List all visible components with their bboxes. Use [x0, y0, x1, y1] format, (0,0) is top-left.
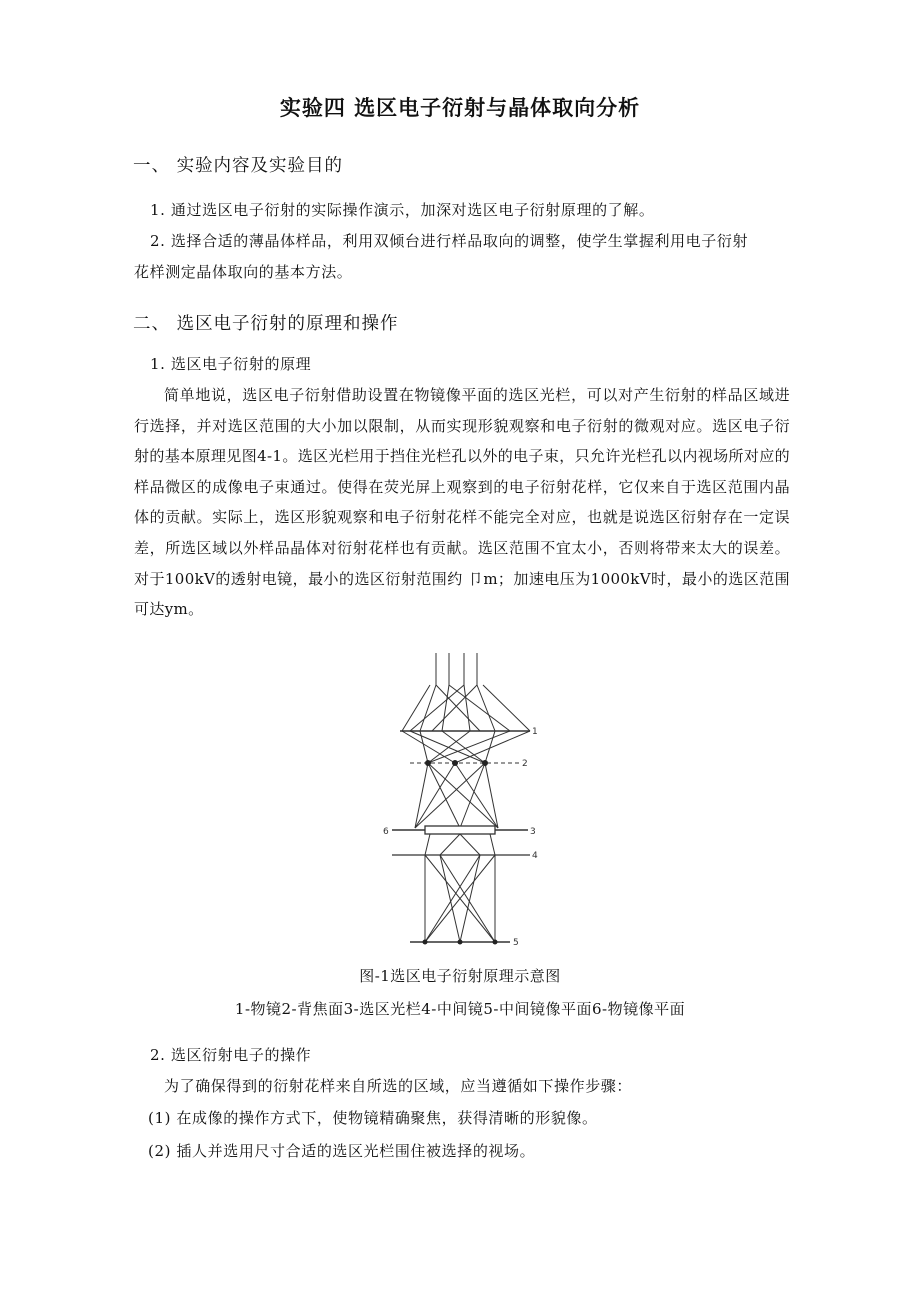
image-spot-left — [423, 940, 428, 945]
image-spot-right — [493, 940, 498, 945]
figure-label-5: 5 — [513, 938, 519, 948]
figure-label-1: 1 — [532, 727, 538, 737]
list-item-2-continued: 花样测定晶体取向的基本方法。 — [134, 263, 353, 281]
page-title: 实验四 选区电子衍射与晶体取向分析 — [279, 96, 641, 120]
focal-spot-right — [482, 760, 488, 766]
procedure-intro: 为了确保得到的衍射花样来自所选的区域，应当遵循如下操作步骤： — [164, 1077, 633, 1095]
procedure-step-2: (2) 插人并选用尺寸合适的选区光栏围住被选择的视场。 — [148, 1142, 536, 1160]
subsection-heading-1: 1. 选区电子衍射的原理 — [150, 355, 312, 373]
body-paragraph: 简单地说，选区电子衍射借助设置在物镜像平面的选区光栏，可以对产生衍射的样品区域进行选择，并对选区范围的大小加以限制，从而实现形貌观察和电子衍射的微观对应。选区电子衍射的基本原理见图4-1。选区光栏用于挡住光栏孔以外的电子束，只允许光栏孔以内视场所对应的样品微区的成像电子束通过。使得在荧光屏上观察到的电子衍射花样，它仅来自于选区范围内晶体的贡献。实际上，选区形貌观察和电子衍射花样不能完全对应，也就是说选区衍射存在一定误差，所选区域以外样品晶体对衍射花样也有贡献。选区范围不宜太小，否则将带来太大的误差。对于100kV的透射电镜，最小的选区衍射范围约 卩m；加速电压为1000kV时，最小的选区范围可达ym。 — [134, 386, 790, 619]
figure-legend: 1-物镜2-背焦面3-选区光栏4-中间镜5-中间镜像平面6-物镜像平面 — [234, 1000, 686, 1018]
procedure-step-1: (1) 在成像的操作方式下，使物镜精确聚焦，获得清晰的形貌像。 — [148, 1109, 598, 1127]
diffraction-diagram — [380, 645, 545, 950]
image-spot-center — [458, 940, 463, 945]
section-heading-2: 二、 选区电子衍射的原理和操作 — [133, 314, 399, 334]
figure-label-4: 4 — [532, 851, 538, 861]
focal-spot-left — [425, 760, 431, 766]
section-heading-1: 一、 实验内容及实验目的 — [133, 156, 344, 176]
figure-caption: 图-1选区电子衍射原理示意图 — [359, 967, 561, 985]
list-item-1: 1. 通过选区电子衍射的实际操作演示，加深对选区电子衍射原理的了解。 — [150, 201, 655, 219]
aperture-opening — [425, 826, 495, 834]
list-item-2: 2. 选择合适的薄晶体样品，利用双倾台进行样品取向的调整，使学生掌握利用电子衍射 — [150, 232, 749, 250]
figure-label-3: 3 — [530, 827, 536, 837]
subsection-heading-2: 2. 选区衍射电子的操作 — [150, 1046, 312, 1064]
focal-spot-center — [452, 760, 458, 766]
figure-label-6: 6 — [383, 827, 389, 837]
figure-label-2: 2 — [522, 759, 528, 769]
